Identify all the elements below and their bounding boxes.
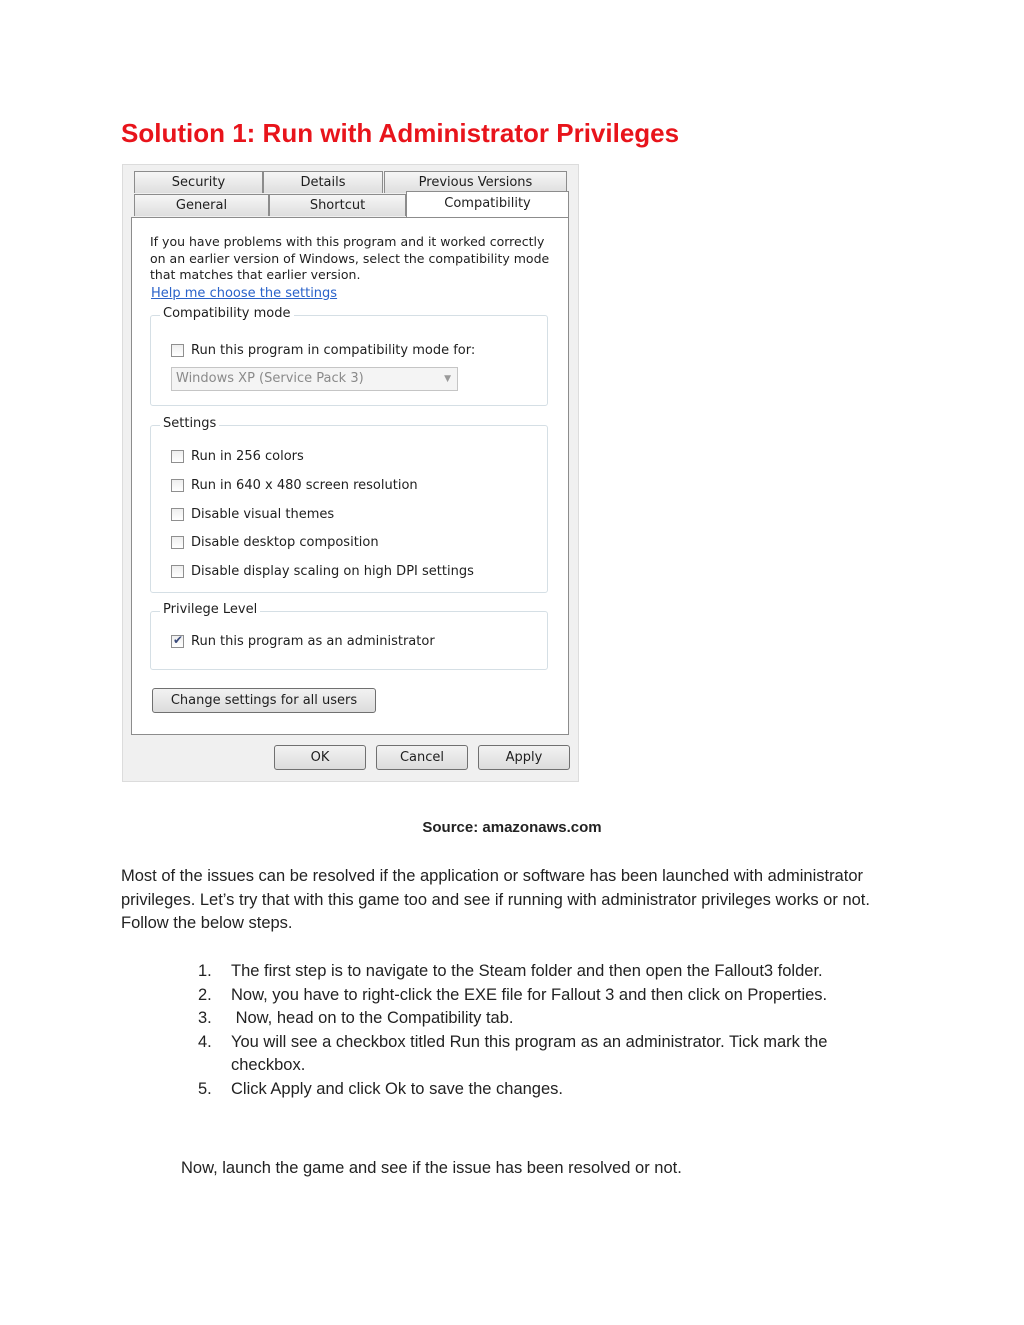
run-as-admin-label: Run this program as an administrator — [191, 633, 435, 649]
intro-paragraph: Most of the issues can be resolved if the application or software has been launched with administrator privileges. Let’s try that with this game too and see if running with administrator privileges works or not. Follow the below steps. — [121, 867, 870, 932]
tab-general[interactable]: General — [134, 194, 269, 216]
option-label: Disable desktop composition — [191, 534, 379, 550]
step-text: Click Apply and click Ok to save the changes. — [231, 1079, 563, 1098]
privilege-level-title: Privilege Level — [160, 602, 260, 617]
settings-group — [150, 416, 548, 593]
settings-option-dpi-scaling[interactable] — [171, 562, 474, 580]
list-item — [198, 984, 888, 1008]
step-text: You will see a checkbox titled Run this program as an administrator. Tick mark the checkbox. — [231, 1032, 828, 1074]
compat-mode-checkbox-row[interactable] — [171, 341, 475, 359]
option-label: Disable display scaling on high DPI settings — [191, 563, 474, 579]
step-number: 5. — [198, 1079, 212, 1098]
option-label: Run in 640 x 480 screen resolution — [191, 477, 418, 493]
list-item — [198, 1078, 888, 1102]
properties-dialog-screenshot — [122, 164, 579, 782]
tab-compatibility[interactable]: Compatibility — [406, 191, 569, 217]
closing-paragraph: Now, launch the game and see if the issue has been resolved or not. — [181, 1159, 682, 1177]
settings-option-desktop-composition[interactable] — [171, 533, 379, 551]
steps-list — [198, 960, 888, 1101]
chevron-down-icon: ▼ — [444, 374, 451, 384]
privilege-level-group — [150, 602, 548, 670]
step-number: 3. — [198, 1009, 212, 1027]
compat-mode-checkbox[interactable] — [171, 344, 184, 357]
settings-option-visual-themes[interactable] — [171, 505, 334, 523]
step-number: 2. — [198, 985, 212, 1004]
checkbox-dpi-scaling[interactable] — [171, 565, 184, 578]
compat-os-select[interactable] — [171, 367, 458, 391]
cancel-button[interactable]: Cancel — [376, 745, 468, 770]
option-label: Run in 256 colors — [191, 448, 304, 464]
list-item — [198, 1031, 888, 1078]
step-number: 4. — [198, 1032, 212, 1051]
checkbox-visual-themes[interactable] — [171, 508, 184, 521]
ok-button[interactable]: OK — [274, 745, 366, 770]
intro-text: If you have problems with this program and it worked correctly on an earlier version of Windows, select the compatibility mode that matches that earlier version. — [150, 234, 550, 282]
list-item — [198, 960, 888, 984]
compat-mode-label: Run this program in compatibility mode for: — [191, 342, 476, 358]
option-label: Disable visual themes — [191, 506, 335, 522]
checkbox-256-colors[interactable] — [171, 450, 184, 463]
compatibility-mode-title: Compatibility mode — [160, 306, 294, 321]
run-as-admin-checkbox[interactable] — [171, 635, 184, 648]
compatibility-panel — [131, 217, 569, 735]
help-choose-settings-link[interactable]: Help me choose the settings — [151, 286, 338, 301]
run-as-admin-row[interactable] — [171, 632, 435, 650]
compatibility-mode-group — [150, 306, 548, 406]
apply-button[interactable]: Apply — [478, 745, 570, 770]
tab-shortcut[interactable]: Shortcut — [269, 194, 406, 216]
checkbox-desktop-composition[interactable] — [171, 536, 184, 549]
settings-option-640x480[interactable] — [171, 476, 418, 494]
settings-title: Settings — [160, 416, 219, 431]
tab-details[interactable]: Details — [263, 171, 383, 193]
change-settings-all-users-button[interactable]: Change settings for all users — [152, 688, 376, 713]
step-number: 1. — [198, 962, 212, 980]
image-source-caption: Source: amazonaws.com — [422, 819, 602, 836]
step-text: Now, head on to the Compatibility tab. — [231, 1009, 514, 1027]
compat-os-select-value: Windows XP (Service Pack 3) — [176, 371, 364, 386]
step-text: Now, you have to right-click the EXE file for Fallout 3 and then click on Properties. — [231, 985, 828, 1004]
page-title: Solution 1: Run with Administrator Privileges — [121, 118, 680, 148]
settings-option-256-colors[interactable] — [171, 447, 304, 465]
step-text: The first step is to navigate to the Steam folder and then open the Fallout3 folder. — [231, 962, 823, 980]
list-item — [198, 1007, 888, 1031]
checkbox-640x480[interactable] — [171, 479, 184, 492]
tab-previous-versions[interactable]: Previous Versions — [384, 171, 567, 193]
tab-security[interactable]: Security — [134, 171, 263, 193]
